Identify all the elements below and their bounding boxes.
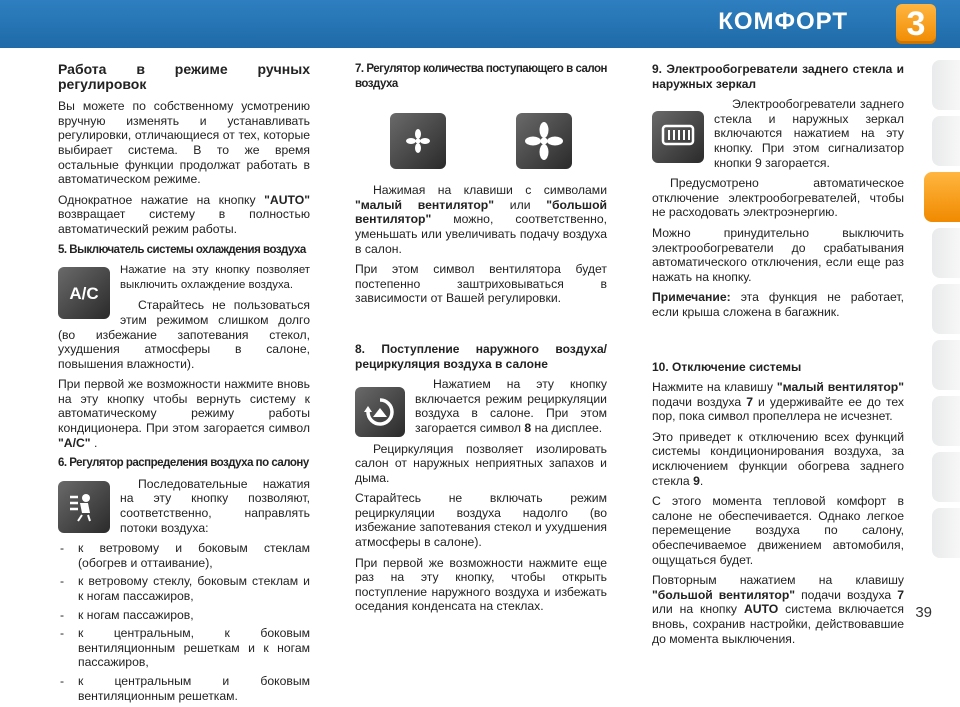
paragraph: При первой же возможности нажмите вновь на эту кнопку чтобы вернуть систему к автоматическому режиму работы кондиционера. При этом загорается символ "A/C" . (58, 377, 310, 450)
paragraph: При первой же возможности нажмите еще раз на эту кнопку, чтобы открыть поступление наружного воздуха и избежать оседания конденсата на стеклах. (355, 555, 607, 614)
paragraph: Предусмотрено автоматическое отключение электрообогревателей, чтобы не расходовать электроэнергию. (652, 176, 904, 220)
column-1 (58, 62, 310, 707)
fan-small-icon (390, 113, 446, 169)
list-item: - к ветровому и боковым стеклам (обогрев и оттаивание), (58, 541, 310, 570)
list-item: - к центральным, к боковым вентиляционным решеткам и к ногам пассажиров, (58, 626, 310, 670)
column-3 (652, 62, 904, 652)
fan-icons (355, 113, 607, 169)
side-tabs (928, 60, 960, 600)
paragraph: Это приведет к отключению всех функций системы кондиционирования воздуха, за исключением функции обогрева заднего стекла 9. (652, 429, 904, 488)
paragraph: Рециркуляция позволяет изолировать салон от наружных неприятных запахов и дыма. (355, 441, 607, 485)
section-title: Работа в режиме ручных регулировок (58, 61, 310, 92)
paragraph: Однократное нажатие на кнопку "AUTO" возвращает систему в полностью автоматический режим работы. (58, 192, 310, 236)
list-item: - к центральным и боковым вентиляционным решеткам. (58, 674, 310, 703)
section-7-title: 7. Регулятор количества поступающего в салон воздуха (355, 63, 607, 90)
paragraph: Нажимая на клавиши с символами "малый вентилятор" или "большой вентилятор" можно, соответственно, уменьшать или увеличивать подачу воздуха в салон. (355, 183, 608, 256)
svg-text:A/C: A/C (69, 284, 99, 304)
section-9-title: 9. Электрообогреватели заднего стекла и наружных зеркал (652, 62, 904, 91)
column-2 (355, 62, 607, 620)
side-tab[interactable] (932, 396, 960, 446)
paragraph: Вы можете по собственному усмотрению вручную изменять и устанавливать регулировки, отличающиеся от тех, которые выбирает система. В то же время остальные функции продолжат работать в автоматическом режиме. (58, 99, 310, 187)
paragraph: Нажатием на эту кнопку включается режим рециркуляции воздуха в салоне. При этом загорается символ 8 на дисплее. (415, 377, 607, 435)
paragraph: Примечание: эта функция не работает, если крыша сложена в багажник. (652, 290, 904, 319)
side-tab[interactable] (932, 284, 960, 334)
air-direction-list (58, 541, 310, 703)
fan-large-icon (516, 113, 572, 169)
air-distribution-icon (58, 481, 110, 533)
side-tab[interactable] (932, 228, 960, 278)
section-8-title: 8. Поступление наружного воздуха/рециркуляция воздуха в салоне (355, 341, 607, 371)
side-tab[interactable] (932, 116, 960, 166)
paragraph: Старайтесь не пользоваться этим режимом слишком долго (во избежание запотевания стекол, ухудшения атмосферы в салоне, повышения влажности). (58, 298, 310, 371)
rear-defrost-icon (652, 111, 704, 163)
section-10-title: 10. Отключение системы (652, 359, 802, 374)
header-bar (0, 0, 960, 48)
section-6-title: 6. Регулятор распределения воздуха по салону (58, 457, 309, 470)
paragraph: Старайтесь не включать режим рециркуляции воздуха надолго (во избежание запотевания стекол и ухудшения атмосферы в салоне). (355, 491, 607, 550)
chapter-badge: 3 (896, 4, 936, 44)
section-5-title: 5. Выключатель системы охлаждения воздуха (58, 243, 306, 256)
page-number: 39 (915, 604, 932, 621)
recirculation-icon (355, 387, 405, 437)
paragraph: При этом символ вентилятора будет постепенно заштриховываться в зависимости от Вашей регулировки. (355, 262, 607, 306)
side-tab[interactable] (932, 508, 960, 558)
list-item: - к ветровому стеклу, боковым стеклам и к ногам пассажиров, (58, 574, 310, 603)
paragraph: Повторным нажатием на клавишу "большой вентилятор" подачи воздуха 7 или на кнопку AUTO система включается вновь, сохранив настройки, действовавшие до момента выключения. (652, 573, 904, 646)
paragraph: Нажатие на эту кнопку позволяет выключить охлаждение воздуха. (120, 264, 310, 291)
ac-button-icon (58, 267, 110, 319)
paragraph: Последовательные нажатия на эту кнопку позволяют, соответственно, направлять потоки воздуха: (120, 476, 310, 535)
side-tab-active[interactable] (924, 172, 960, 222)
list-item: - к ногам пассажиров, (58, 608, 310, 623)
paragraph: С этого момента тепловой комфорт в салоне не обеспечивается. Однако легкое перемещение воздуха по салону, обеспечиваемое движением автомобиля, ощущаться будет. (652, 494, 904, 567)
paragraph: Можно принудительно выключить электрообогреватели до срабатывания автоматического отключения, если еще раз нажать на кнопку. (652, 225, 904, 284)
side-tab[interactable] (932, 60, 960, 110)
side-tab[interactable] (932, 340, 960, 390)
page-title: КОМФОРТ (718, 8, 848, 35)
paragraph: Нажмите на клавишу "малый вентилятор" подачи воздуха 7 и удерживайте ее до тех пор, пока символ пропеллера не исчезнет. (652, 380, 905, 424)
paragraph: Электрообогреватели заднего стекла и наружных зеркал включаются нажатием на эту кнопку. При этом сигнализатор кнопки 9 загорается. (714, 97, 904, 170)
side-tab[interactable] (932, 452, 960, 502)
